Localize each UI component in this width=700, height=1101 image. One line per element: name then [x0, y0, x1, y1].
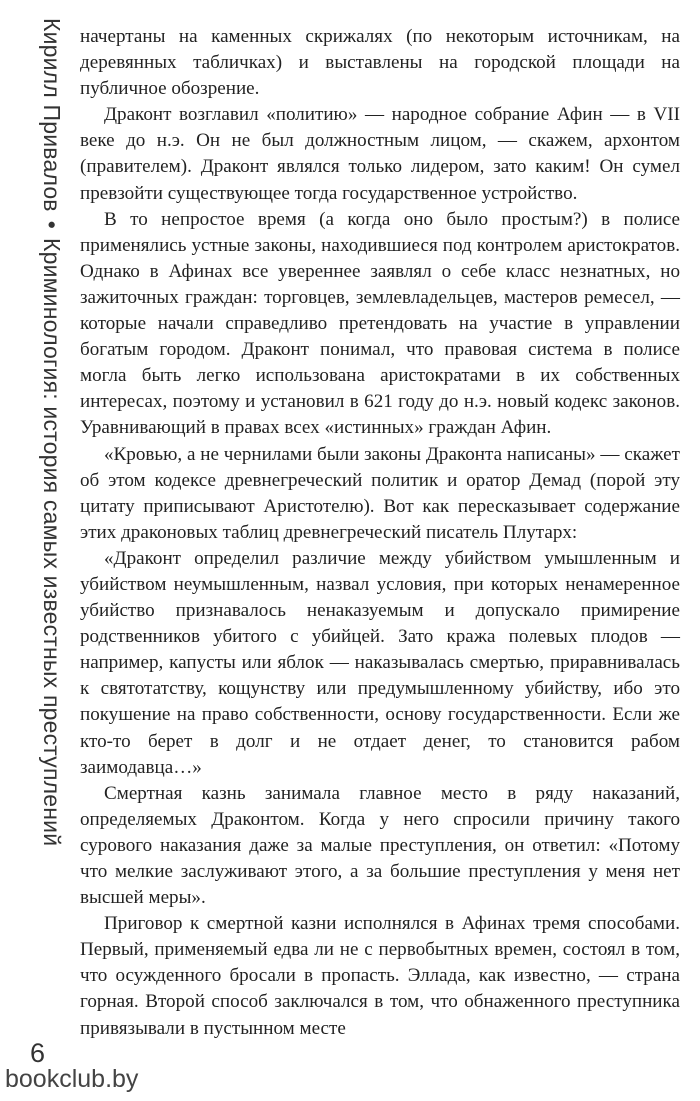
- paragraph: «Драконт определил различие между убийством умышленным и убийством неумышленным, назвал условия, при которых ненамеренное убийство признавалось ненаказуемым и допускало примирение родственников убитого с убийцей. Зато кража полевых плодов — например, капусты или яблок — наказывалась смертью, приравнивалась к святотатству, кощунству или предумышленному убийству, ибо это покушение на право собственности, основу государственности. Если же кто-то берет в долг и не отдает денег, то становится рабом заимодавца…»: [80, 547, 680, 778]
- watermark: bookclub.by: [5, 1065, 139, 1093]
- paragraph: «Кровью, а не чернилами были законы Драконта написаны» — скажет об этом кодексе древнегреческий политик и оратор Демад (порой эту цитату приписывают Аристотелю). Вот как пересказывает содержание этих драконовых таблиц древнегреческий писатель Плутарх:: [80, 443, 680, 543]
- paragraph: Смертная казнь занимала главное место в ряду наказаний, определяемых Драконтом. Когда у него спросили причину такого сурового наказания даже за малые преступления, он ответил: «Потому что мелкие заслуживают этого, а за большие преступления у меня нет высшей меры».: [80, 782, 680, 909]
- running-head-separator: •: [39, 220, 65, 229]
- paragraph: Драконт возглавил «политию» — народное собрание Афин — в VII веке до н.э. Он не был должностным лицом, — скажем, архонтом (правителем). Драконт являлся только лидером, зато каким! Он сумел превзойти существующее тогда государственное устройство.: [80, 104, 680, 204]
- paragraph: начертаны на каменных скрижалях (по некоторым источникам, на деревянных табличках) и выставлены на городской площади на публичное обозрение.: [80, 26, 680, 100]
- running-head-book-title: Криминология: история самых известных преступлений: [39, 238, 65, 847]
- paragraph: Приговор к смертной казни исполнялся в Афинах тремя способами. Первый, применяемый едва ли не с первобытных времен, состоял в том, что осужденного бросали в пропасть. Эллада, как известно, — страна горная. Второй способ заключался в том, что обнаженного преступника привязывали в пустынном месте: [80, 913, 680, 1039]
- running-head-text: [38, 18, 65, 846]
- running-head: [16, 0, 65, 1101]
- paragraph: В то непростое время (а когда оно было простым?) в полисе применялись устные законы, находившиеся под контролем аристократов. Однако в Афинах все увереннее заявлял о себе класс незнатных, но зажиточных граждан: торговцев, землевладельцев, мастеров ремесел, — которые начали справедливо претендовать на участие в управлении богатым городом. Драконт понимал, что правовая система в полисе могла быть легко использована аристократами в их собственных интересах, поэтому и установил в 621 году до н.э. новый кодекс законов. Уравнивающий в правах всех «истинных» граждан Афин.: [80, 208, 680, 439]
- page-number: 6: [30, 1038, 46, 1068]
- body-text: [80, 24, 680, 1042]
- running-head-author: Кирилл Привалов: [39, 18, 65, 212]
